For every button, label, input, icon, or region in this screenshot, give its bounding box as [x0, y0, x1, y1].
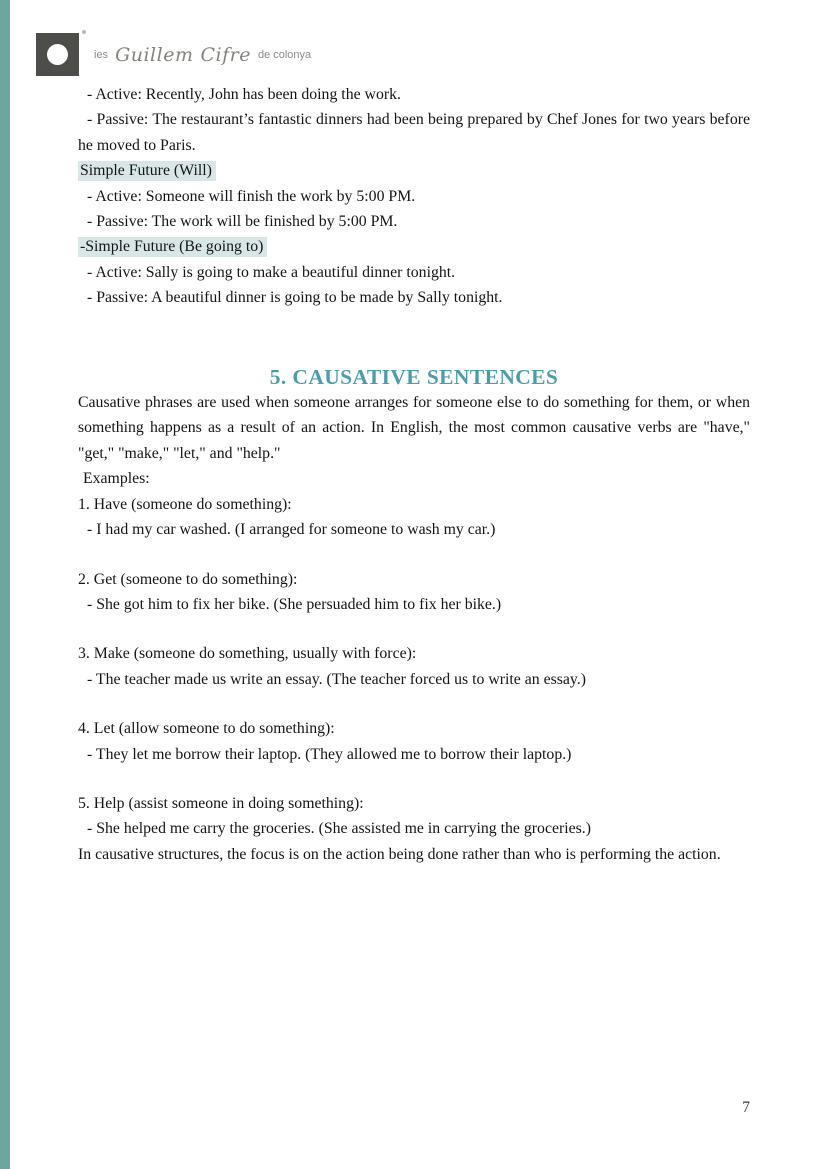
passive-example-paragraph: - Passive: The restaurant’s fantastic dinners had been being prepared by Chef Jones for two years before he moved to Paris. [78, 111, 750, 154]
highlighted-title: Simple Future (Will) [78, 161, 216, 181]
example-item-sentence: - She got him to fix her bike. (She persuaded him to fix her bike.) [87, 595, 502, 613]
section-heading: 5. CAUSATIVE SENTENCES [269, 364, 559, 389]
school-name-last: Cifre [200, 43, 251, 66]
example-item-sentence: - She helped me carry the groceries. (She assisted me in carrying the groceries.) [87, 820, 591, 838]
causative-example-item [78, 641, 750, 692]
logo-circle-icon [47, 44, 68, 65]
tense-group-title [78, 234, 750, 259]
school-name [94, 44, 311, 66]
conclusion-paragraph: In causative structures, the focus is on the action being done rather than who is performing the action. [78, 845, 721, 863]
left-accent-strip [0, 0, 10, 1169]
active-example-line: - Active: Sally is going to make a beautiful dinner tonight. [87, 263, 456, 281]
example-item-sentence: - I had my car washed. (I arranged for someone to wash my car.) [87, 521, 496, 539]
passive-example-line: - Passive: The work will be finished by 5:00 PM. [87, 213, 398, 231]
school-name-suffix: de colonya [257, 48, 312, 61]
page-number: 7 [742, 1099, 750, 1116]
causative-example-item [78, 492, 750, 543]
example-item-title: 4. Let (allow someone to do something): [78, 720, 335, 738]
example-item-title: 2. Get (someone to do something): [78, 570, 298, 588]
example-item-title: 5. Help (assist someone in doing something): [78, 794, 364, 812]
example-item-sentence: - The teacher made us write an essay. (The teacher forced us to write an essay.) [87, 670, 586, 688]
causative-example-item [78, 791, 750, 842]
section-intro-paragraph: Causative phrases are used when someone arranges for someone else to do something for them, or when something happens as a result of an action. In English, the most common causative verbs are "have," "get," "make," "let," and "help." [78, 394, 750, 462]
examples-label: Examples: [83, 470, 150, 488]
passive-example-line: - Passive: A beautiful dinner is going to be made by Sally tonight. [87, 289, 503, 307]
tense-group-title [78, 158, 750, 183]
document-body [78, 82, 750, 867]
causative-examples-list [78, 492, 750, 842]
logo-dot-icon [82, 30, 86, 34]
causative-example-item [78, 716, 750, 767]
highlighted-title: -Simple Future (Be going to) [78, 237, 267, 257]
example-item-title: 3. Make (someone do something, usually with force): [78, 645, 417, 663]
active-example-line: - Active: Recently, John has been doing the work. [87, 86, 401, 103]
causative-example-item [78, 567, 750, 618]
school-name-first: Guillem [115, 43, 194, 66]
school-name-prefix: ies [94, 48, 109, 61]
school-logo [36, 33, 79, 76]
active-example-line: - Active: Someone will finish the work by 5:00 PM. [87, 187, 416, 205]
example-item-sentence: - They let me borrow their laptop. (They allowed me to borrow their laptop.) [87, 745, 572, 763]
school-header [36, 33, 311, 76]
example-item-title: 1. Have (someone do something): [78, 495, 292, 513]
